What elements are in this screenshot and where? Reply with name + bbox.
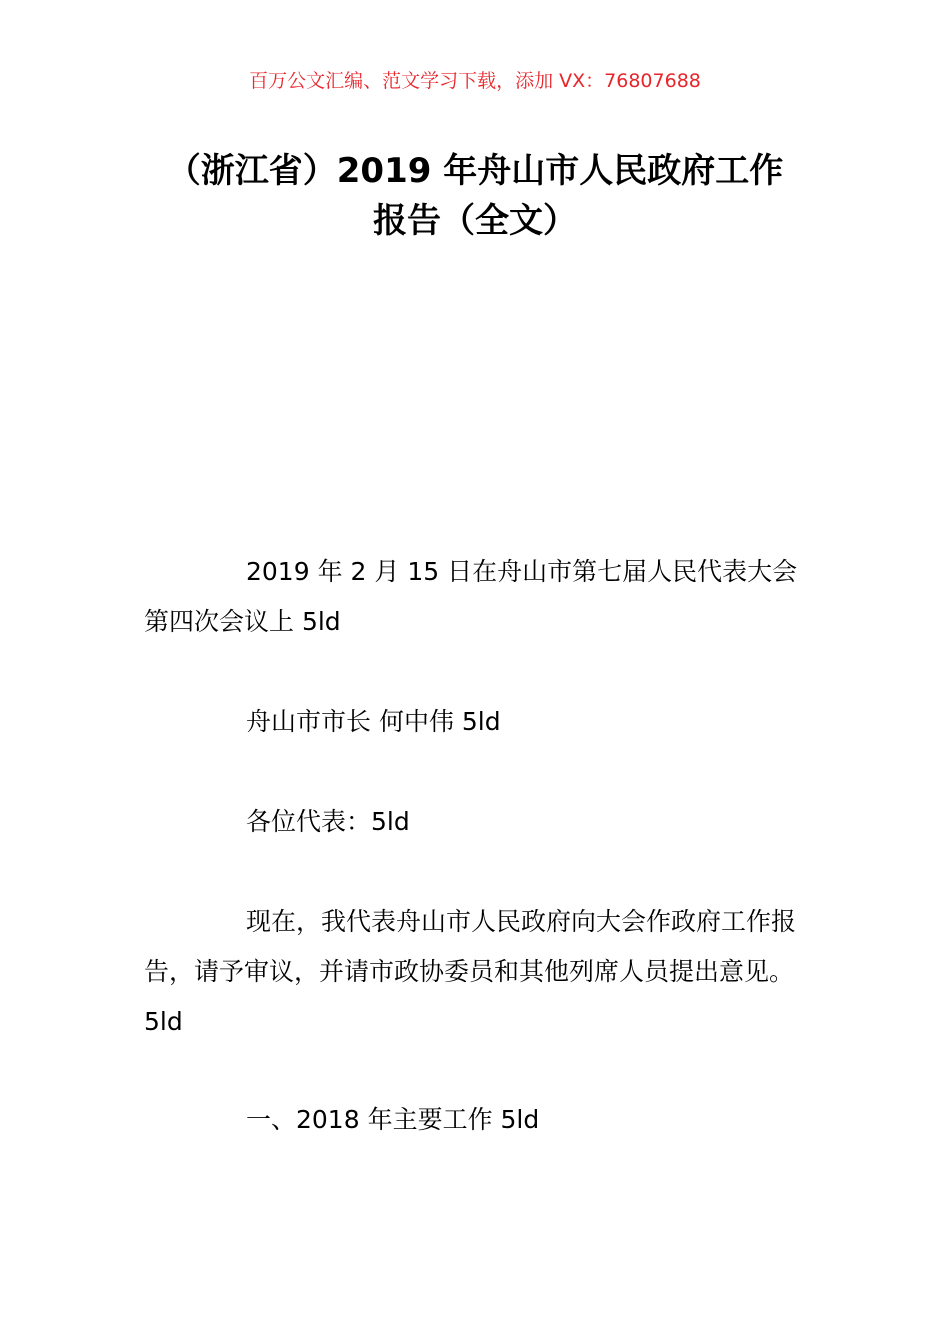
- paragraph-intro: 现在，我代表舟山市人民政府向大会作政府工作报告，请予审议，并请市政协委员和其他列席人员提出意见。5ld: [144, 907, 797, 1036]
- paragraph-meeting-info: 2019 年 2 月 15 日在舟山市第七届人民代表大会第四次会议上 5ld: [144, 557, 798, 636]
- paragraph-salutation: 各位代表：5ld: [246, 807, 410, 836]
- document-title: （浙江省）2019 年舟山市人民政府工作报告（全文）: [166, 151, 784, 241]
- paragraph-speaker: 舟山市市长 何中伟 5ld: [246, 707, 501, 736]
- section-heading: 一、2018 年主要工作 5ld: [246, 1105, 540, 1134]
- header-banner: 百万公文汇编、范文学习下载，添加 VX：76807688: [249, 70, 701, 92]
